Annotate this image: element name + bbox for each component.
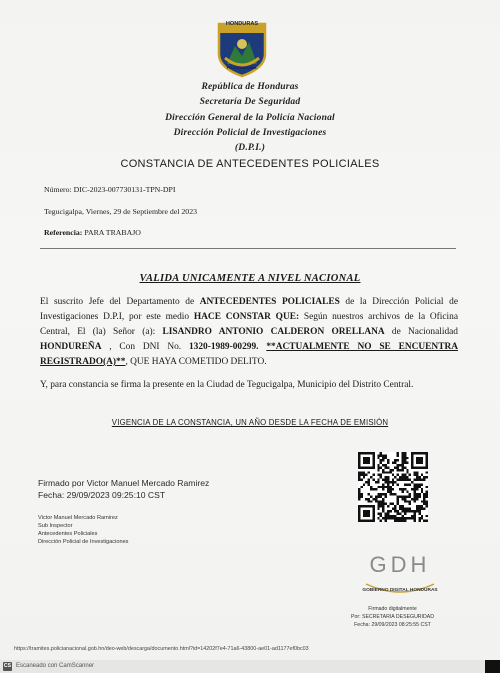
signed-date: Fecha: 29/09/2023 09:25:10 CST xyxy=(38,490,166,500)
qr-code[interactable] xyxy=(358,452,428,522)
p1-text-a: El suscrito Jefe del Departamento de xyxy=(40,297,200,307)
document-title: CONSTANCIA DE ANTECEDENTES POLICIALES xyxy=(120,158,380,170)
numero-label: Número: xyxy=(44,185,72,194)
badge-subtitle: POLICÍA NACIONAL xyxy=(226,66,258,70)
numero-value: DIC-2023-007730131-TPN-DPI xyxy=(73,185,176,194)
camscanner-icon: CS xyxy=(3,663,12,669)
p1-text-i: , QUE HAYA COMETIDO DELITO. xyxy=(125,357,267,367)
divider-line xyxy=(40,248,456,249)
referencia-label: Referencia: xyxy=(44,228,83,237)
signatory-dept: Antecedentes Policiales xyxy=(38,531,98,537)
p1-text-c: de la Dirección Policial de Investigaciones D.P.I, por este medio xyxy=(40,297,458,322)
digital-signed: Firmado digitalmente xyxy=(368,606,417,612)
digital-signed-by: Por: SECRETARIA DESEGURIDAD xyxy=(351,614,434,620)
person-name: LISANDRO ANTONIO CALDERON ORELLANA xyxy=(162,327,385,337)
nationality: HONDUREÑA xyxy=(40,342,102,352)
vigencia-note: VIGENCIA DE LA CONSTANCIA, UN AÑO DESDE LA FECHA DE EMISIÓN xyxy=(111,418,389,427)
p1-text-g: , Con DNI No. xyxy=(101,342,189,352)
closing-paragraph: Y, para constancia se firma la presente en la Ciudad de Tegucigalpa, Municipio del Distrito Central. xyxy=(40,380,414,390)
verification-url[interactable]: https://tramites.policianacional.gob.hn/deo-web/descarga/documento.html?id=14202f7e4-71a6-43800-ae01-ad1177ef0bc03 xyxy=(14,646,309,652)
gdh-logo-text: GDH xyxy=(369,552,431,577)
p1-hace-constar: HACE CONSTAR QUE: xyxy=(193,312,300,322)
registro-status: **ACTUALMENTE NO SE ENCUENTRA REGISTRADO(A)** xyxy=(40,342,458,367)
header-line-direccion-policial: Dirección Policial de Investigaciones xyxy=(173,128,327,138)
p1-text-e: Según nuestros archivos de la Oficina Central, El (la) Señor (a): xyxy=(40,312,459,337)
dni-number: 1320-1989-00299. xyxy=(188,342,259,352)
lugar-fecha: Tegucigalpa, Viernes, 29 de Septiembre del 2023 xyxy=(44,207,198,216)
gdh-name: GOBIERNO DIGITAL HONDURAS xyxy=(362,588,438,593)
header-line-republica: República de Honduras xyxy=(201,82,299,92)
camscanner-text: Escaneado con CamScanner xyxy=(16,663,95,669)
header-line-secretaria: Secretaría De Seguridad xyxy=(199,97,301,107)
header-line-dpi: (D.P.I.) xyxy=(234,143,266,153)
header-line-direccion-general: Dirección General de la Policía Nacional xyxy=(165,113,335,123)
main-paragraph xyxy=(40,295,458,370)
digital-signed-date: Fecha: 29/09/2023 08:25:55 CST xyxy=(354,622,431,628)
signatory-direction: Dirección Policial de Investigaciones xyxy=(38,539,129,545)
p1-text-f: de Nacionalidad xyxy=(384,327,458,337)
badge-title: HONDURAS xyxy=(225,21,259,27)
signed-by: Firmado por Victor Manuel Mercado Ramirez xyxy=(38,478,210,488)
valida-heading: VALIDA UNICAMENTE A NIVEL NACIONAL xyxy=(139,273,361,284)
referencia-line xyxy=(44,228,141,237)
p1-antecedentes: ANTECEDENTES POLICIALES xyxy=(199,297,340,307)
referencia-value: PARA TRABAJO xyxy=(84,228,141,237)
signatory-rank: Sub Inspector xyxy=(38,523,73,529)
numero-line xyxy=(44,185,175,194)
corner-shadow xyxy=(485,660,500,673)
signatory-name: Victor Manuel Mercado Ramirez xyxy=(38,515,118,521)
